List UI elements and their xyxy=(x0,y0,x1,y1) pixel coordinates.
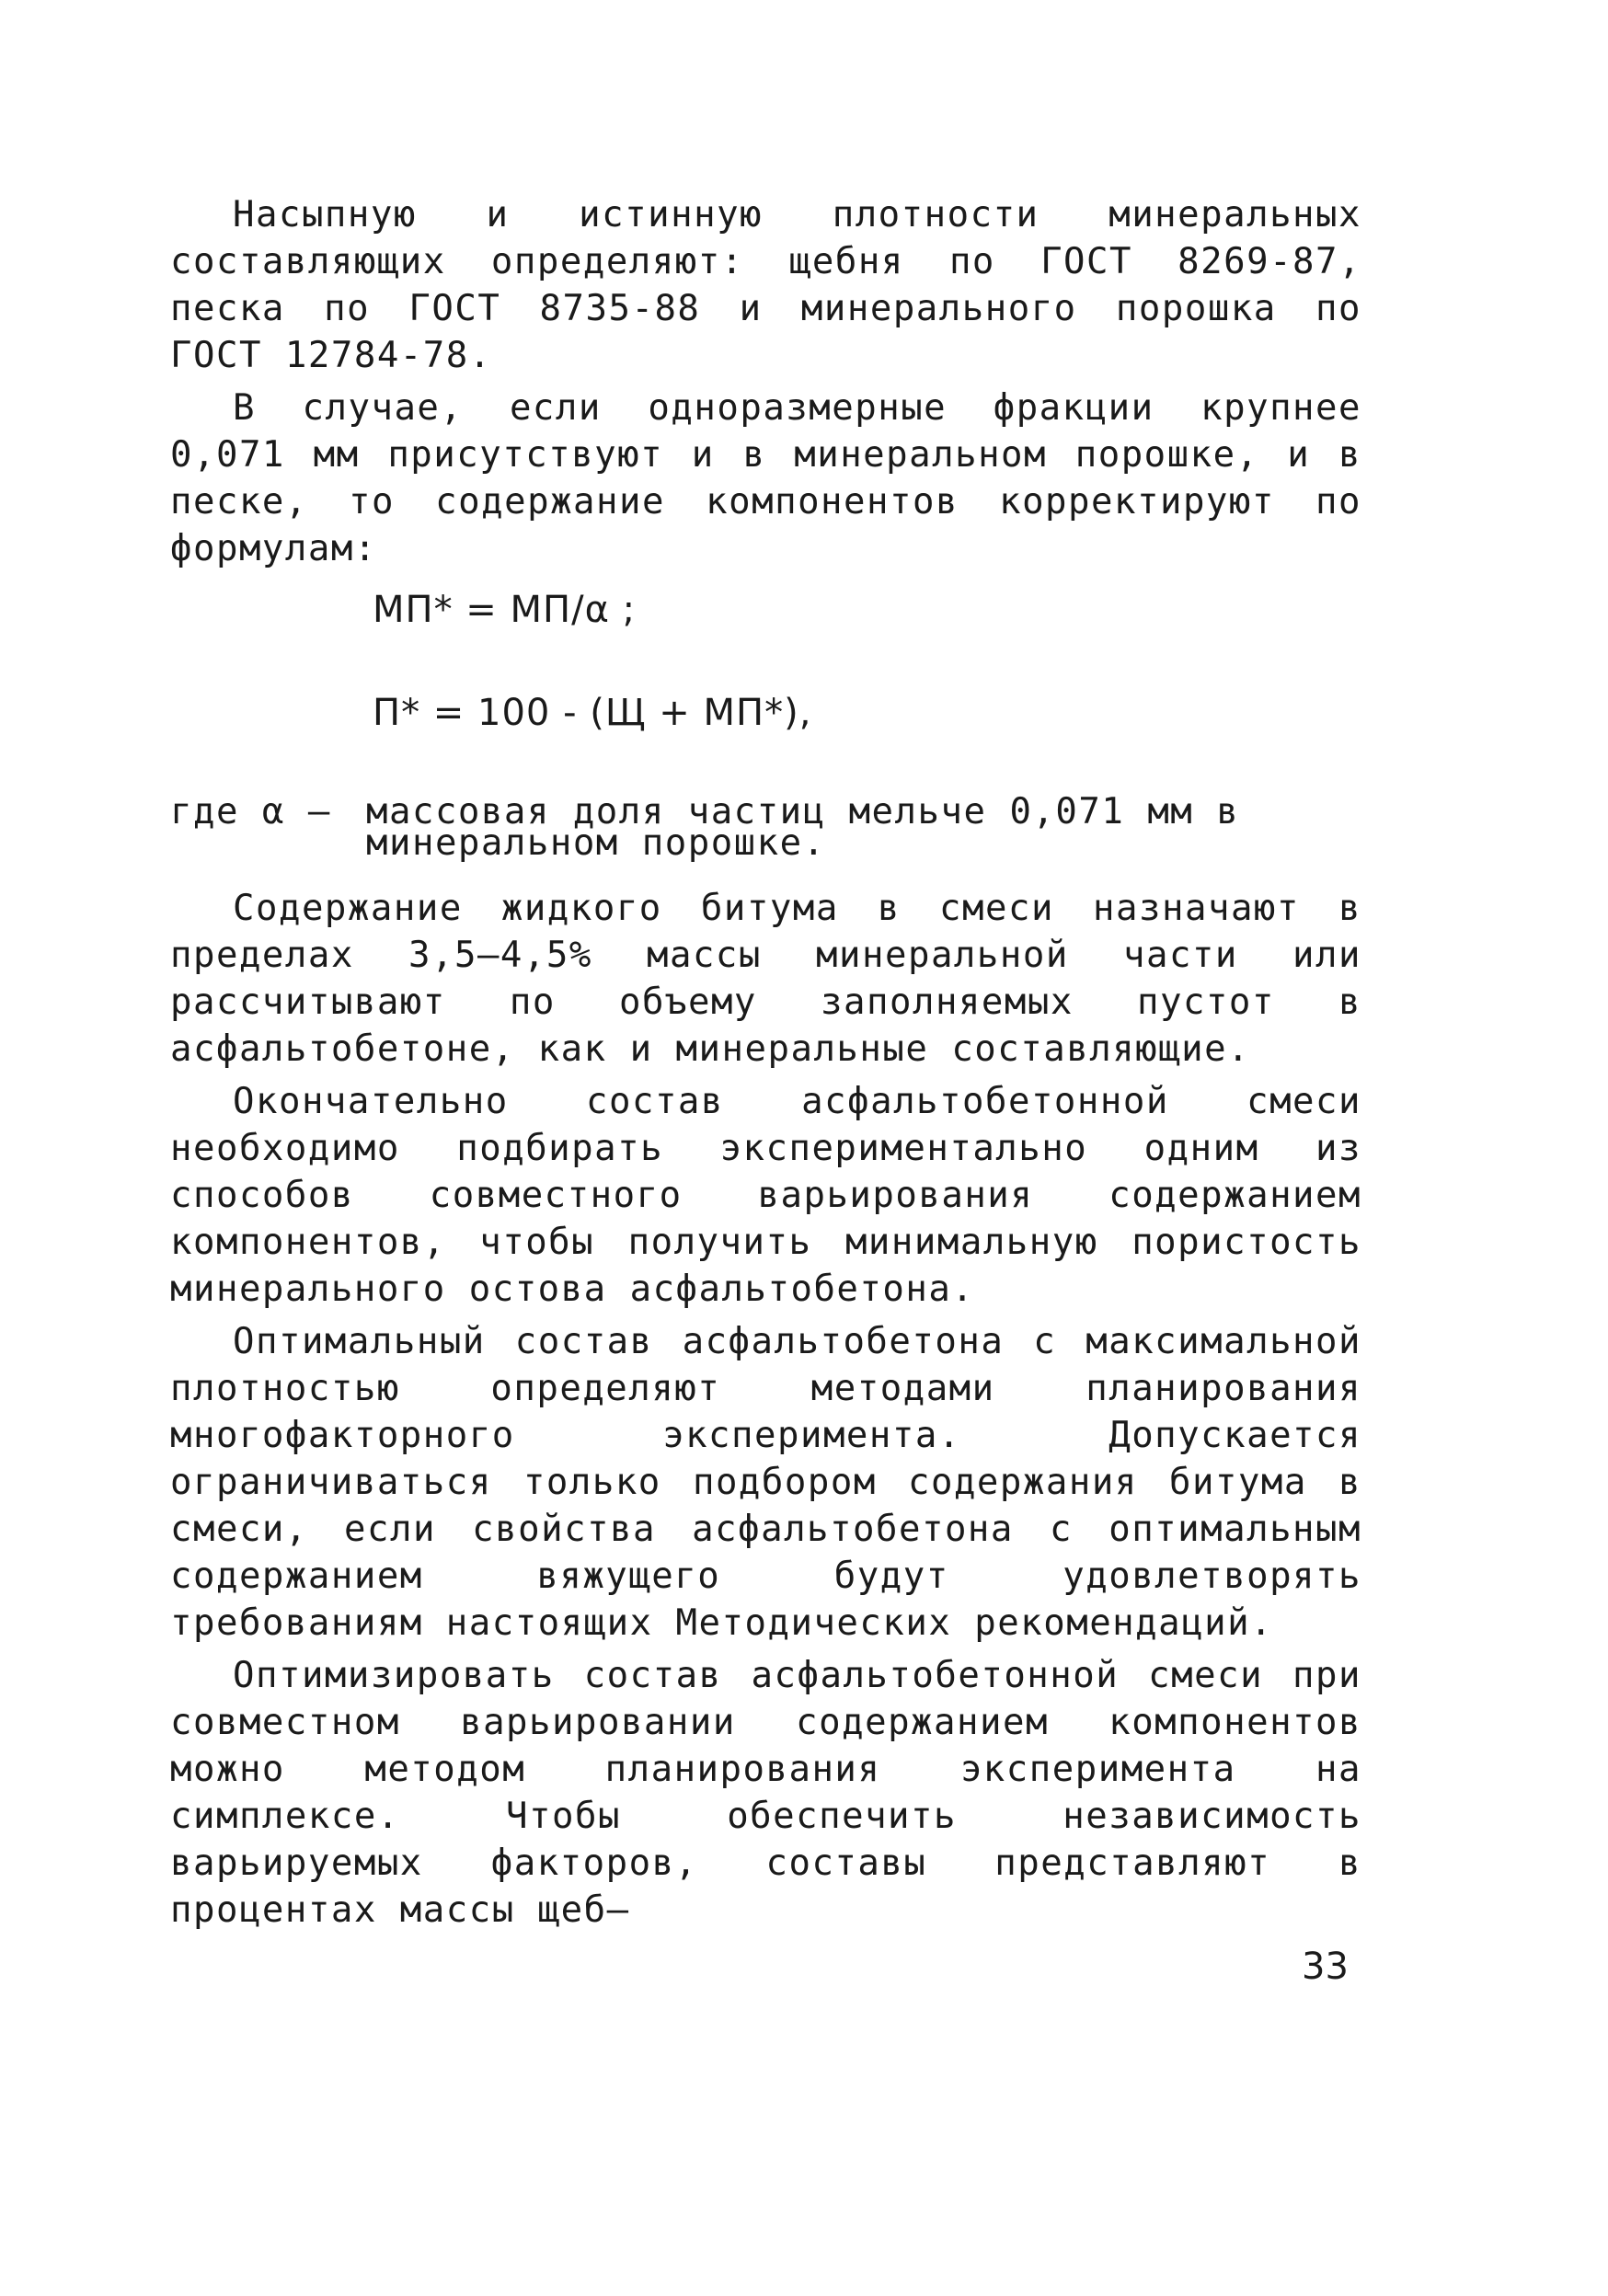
page-number: 33 xyxy=(1302,1946,1349,1988)
formula-sand: П* = 100 - (Щ + МП*), xyxy=(373,692,812,734)
formula-legend-definition: массовая доля частиц мельче 0,071 мм в минеральном порошке. xyxy=(366,791,1240,864)
paragraph-bitumen-content: Содержание жидкого битума в смеси назначают в пределах 3,5–4,5% массы минеральной части или рассчитывают по объему заполняемых пустот в асфальтобетоне, как и минеральные составляющие. xyxy=(170,888,1361,1070)
paragraph-optimization-method: Оптимизировать состав асфальтобетонной смеси при совместном варьировании содержанием компонентов можно методом планирования эксперимента на симплексе. Чтобы обеспечить независимость варьируемых факторов, составы представляют в процентах массы щеб– xyxy=(170,1655,1361,1931)
formula-legend-label: где α – xyxy=(170,791,331,832)
paragraph-optimal-composition: Оптимальный состав асфальтобетона с максимальной плотностью определяют методами планирования многофакторного эксперимента. Допускается ограничиваться только подбором содержания битума в смеси, если свойства асфальтобетона с оптимальным содержанием вяжущего будут удовлетворять требованиям настоящих Методических рекомендаций. xyxy=(170,1321,1361,1644)
formula-mineral-powder: МП* = МП/α ; xyxy=(373,589,637,631)
paragraph-correction-conditions: В случае, если одноразмерные фракции крупнее 0,071 мм присутствуют и в минеральном порошке, и в песке, то содержание компонентов корректируют по формулам: xyxy=(170,387,1361,569)
body-text-top xyxy=(170,191,1361,572)
paragraph-final-composition: Окончательно состав асфальтобетонной смеси необходимо подбирать экспериментально одним из способов совместного варьирования содержанием компонентов, чтобы получить минимальную пористость минерального остова асфальтобетона. xyxy=(170,1081,1361,1310)
paragraph-density-standards: Насыпную и истинную плотности минеральных составляющих определяют: щебня по ГОСТ 8269-87, песка по ГОСТ 8735-88 и минерального порошка по ГОСТ 12784-78. xyxy=(170,194,1361,376)
body-text-bottom xyxy=(170,885,1361,1934)
